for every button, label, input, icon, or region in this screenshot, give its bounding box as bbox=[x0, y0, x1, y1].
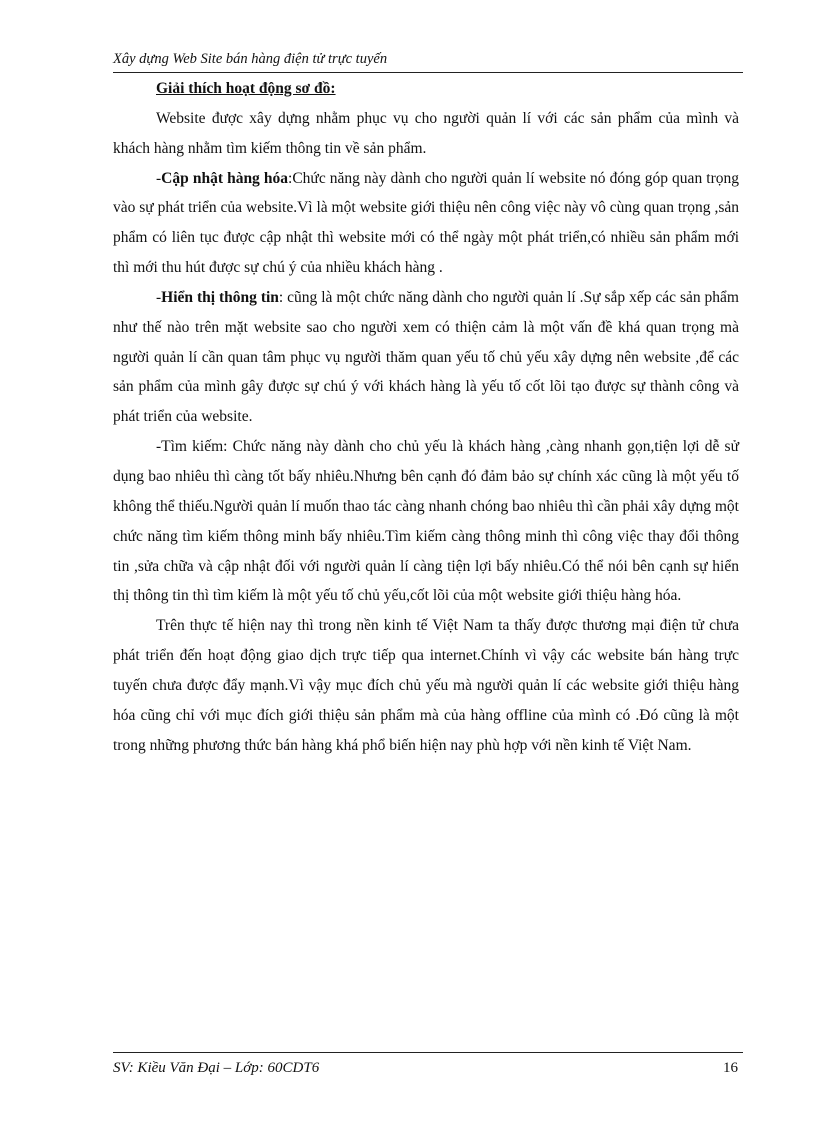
item-prefix: - bbox=[156, 288, 162, 306]
item-text: -Tìm kiếm: Chức năng này dành cho chủ yếu là khách hàng ,càng nhanh gọn,tiện lợi dễ sử dụng bao nhiêu thì càng tốt bấy nhiêu.Nhưng bên cạnh đó đảm bảo sự chính xác cũng là một yếu tố không thể thiếu.Người quản lí muốn thao tác càng nhanh chóng bao nhiêu thì cần phải xây dựng một chức năng tìm kiếm thông minh bấy nhiêu.Tìm kiếm càng thông minh thì công việc thay đổi thông tin ,sửa chữa và cập nhật đối với người quản lí càng tiện lợi bấy nhiêu.Có thể nói bên cạnh sự hiển thị thông tin thì tìm kiếm là một yếu tố chủ yếu,cốt lõi của một website giới thiệu hàng hóa. bbox=[113, 438, 739, 605]
intro-paragraph: Website được xây dựng nhằm phục vụ cho người quản lí với các sản phẩm của mình và khách hàng nhằm tìm kiếm thông tin về sản phẩm. bbox=[113, 109, 739, 157]
item-paragraph-search bbox=[113, 432, 739, 611]
item-term: Hiển thị thông tin bbox=[161, 288, 279, 306]
item-text: : cũng là một chức năng dành cho người quản lí .Sự sắp xếp các sản phẩm như thế nào trên mặt website sao cho người xem có thiện cảm là một vấn đề khá quan trọng mà người quản lí cần quan tâm phục vụ người thăm quan yếu tố chủ yếu xây dựng nên website ,để các sản phẩm của mình gây được sự chú ý với khách hàng là yếu tố cốt lõi tạo được sự thành công và phát triển của website. bbox=[113, 288, 739, 426]
page-number: 16 bbox=[723, 1060, 738, 1076]
section-heading: Giải thích hoạt động sơ đồ: bbox=[156, 80, 336, 97]
header-title: Xây dựng Web Site bán hàng điện tử trực tuyến bbox=[113, 51, 388, 67]
item-paragraph-display-info bbox=[113, 283, 739, 432]
page-header bbox=[113, 50, 743, 73]
section-heading-paragraph bbox=[113, 74, 739, 104]
item-paragraph-update-goods bbox=[113, 164, 739, 283]
item-term: Cập nhật hàng hóa bbox=[161, 169, 289, 187]
conclusion-paragraph: Trên thực tế hiện nay thì trong nền kinh tế Việt Nam ta thấy được thương mại điện tử chưa phát triển đến hoạt động giao dịch trực tiếp qua internet.Chính vì vậy các website bán hàng trực tuyến chưa được đẩy mạnh.Vì vậy mục đích chủ yếu mà người quản lí các website giới thiệu hàng hóa cũng chỉ với mục đích giới thiệu sản phẩm mà của hàng offline của mình có .Đó cũng là một trong những phương thức bán hàng khá phổ biến hiện nay phù hợp với nền kinh tế Việt Nam. bbox=[113, 617, 739, 754]
document-body bbox=[113, 74, 739, 760]
item-text: :Chức năng này dành cho người quản lí website nó đóng góp quan trọng vào sự phát triển của website.Vì là một website giới thiệu nên công việc này vô cùng quan trọng ,sản phẩm có liên tục được cập nhật thì website mới có thể ngày một phát triển,có nhiều sản phẩm mới thì mới thu hút được sự chú ý của nhiều khách hàng . bbox=[113, 169, 739, 277]
page-footer bbox=[113, 1052, 743, 1076]
footer-author: SV: Kiều Văn Đại – Lớp: 60CDT6 bbox=[113, 1060, 320, 1076]
item-prefix: - bbox=[156, 169, 162, 187]
